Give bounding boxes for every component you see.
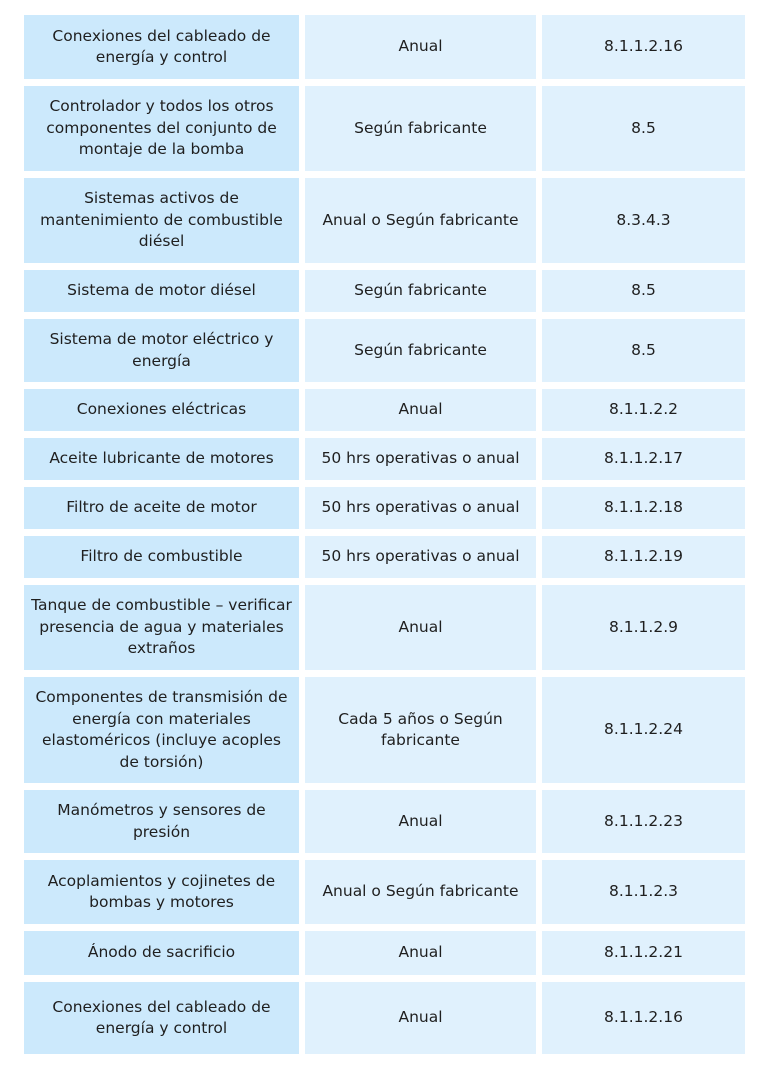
reference-cell: 8.1.1.2.23	[542, 790, 745, 853]
frequency-cell: Anual	[305, 15, 536, 79]
component-cell: Tanque de combustible – verificar presencia de agua y materiales extraños	[24, 585, 299, 670]
frequency-cell: Anual	[305, 585, 536, 670]
reference-cell: 8.1.1.2.18	[542, 487, 745, 529]
reference-cell: 8.1.1.2.24	[542, 677, 745, 783]
component-cell: Conexiones del cableado de energía y control	[24, 982, 299, 1054]
reference-cell: 8.1.1.2.16	[542, 982, 745, 1054]
table-row	[24, 536, 745, 578]
component-cell: Sistemas activos de mantenimiento de combustible diésel	[24, 178, 299, 263]
component-cell: Componentes de transmisión de energía con materiales elastoméricos (incluye acoples de torsión)	[24, 677, 299, 783]
table-row	[24, 860, 745, 924]
reference-cell: 8.1.1.2.3	[542, 860, 745, 924]
component-cell: Filtro de aceite de motor	[24, 487, 299, 529]
table-row	[24, 677, 745, 783]
frequency-cell: 50 hrs operativas o anual	[305, 438, 536, 480]
maintenance-table-body	[24, 15, 745, 1054]
reference-cell: 8.5	[542, 86, 745, 171]
frequency-cell: Anual	[305, 790, 536, 853]
table-row	[24, 319, 745, 382]
maintenance-table-container	[24, 15, 745, 1054]
reference-cell: 8.1.1.2.9	[542, 585, 745, 670]
frequency-cell: Según fabricante	[305, 319, 536, 382]
table-row	[24, 790, 745, 853]
table-row	[24, 86, 745, 171]
reference-cell: 8.1.1.2.2	[542, 389, 745, 431]
table-row	[24, 178, 745, 263]
table-row	[24, 487, 745, 529]
frequency-cell: Anual	[305, 931, 536, 975]
frequency-cell: Anual	[305, 982, 536, 1054]
component-cell: Ánodo de sacrificio	[24, 931, 299, 975]
table-row	[24, 982, 745, 1054]
reference-cell: 8.1.1.2.17	[542, 438, 745, 480]
frequency-cell: Según fabricante	[305, 86, 536, 171]
component-cell: Controlador y todos los otros componentes del conjunto de montaje de la bomba	[24, 86, 299, 171]
reference-cell: 8.1.1.2.19	[542, 536, 745, 578]
component-cell: Conexiones eléctricas	[24, 389, 299, 431]
maintenance-table	[18, 8, 751, 1061]
frequency-cell: Anual	[305, 389, 536, 431]
frequency-cell: Anual o Según fabricante	[305, 860, 536, 924]
component-cell: Acoplamientos y cojinetes de bombas y motores	[24, 860, 299, 924]
table-row	[24, 585, 745, 670]
frequency-cell: Cada 5 años o Según fabricante	[305, 677, 536, 783]
reference-cell: 8.5	[542, 319, 745, 382]
reference-cell: 8.1.1.2.16	[542, 15, 745, 79]
table-row	[24, 438, 745, 480]
table-row	[24, 389, 745, 431]
frequency-cell: 50 hrs operativas o anual	[305, 536, 536, 578]
component-cell: Conexiones del cableado de energía y control	[24, 15, 299, 79]
table-row	[24, 15, 745, 79]
table-row	[24, 931, 745, 975]
frequency-cell: 50 hrs operativas o anual	[305, 487, 536, 529]
component-cell: Aceite lubricante de motores	[24, 438, 299, 480]
table-row	[24, 270, 745, 312]
component-cell: Manómetros y sensores de presión	[24, 790, 299, 853]
reference-cell: 8.1.1.2.21	[542, 931, 745, 975]
frequency-cell: Según fabricante	[305, 270, 536, 312]
frequency-cell: Anual o Según fabricante	[305, 178, 536, 263]
component-cell: Sistema de motor diésel	[24, 270, 299, 312]
reference-cell: 8.5	[542, 270, 745, 312]
reference-cell: 8.3.4.3	[542, 178, 745, 263]
component-cell: Filtro de combustible	[24, 536, 299, 578]
component-cell: Sistema de motor eléctrico y energía	[24, 319, 299, 382]
